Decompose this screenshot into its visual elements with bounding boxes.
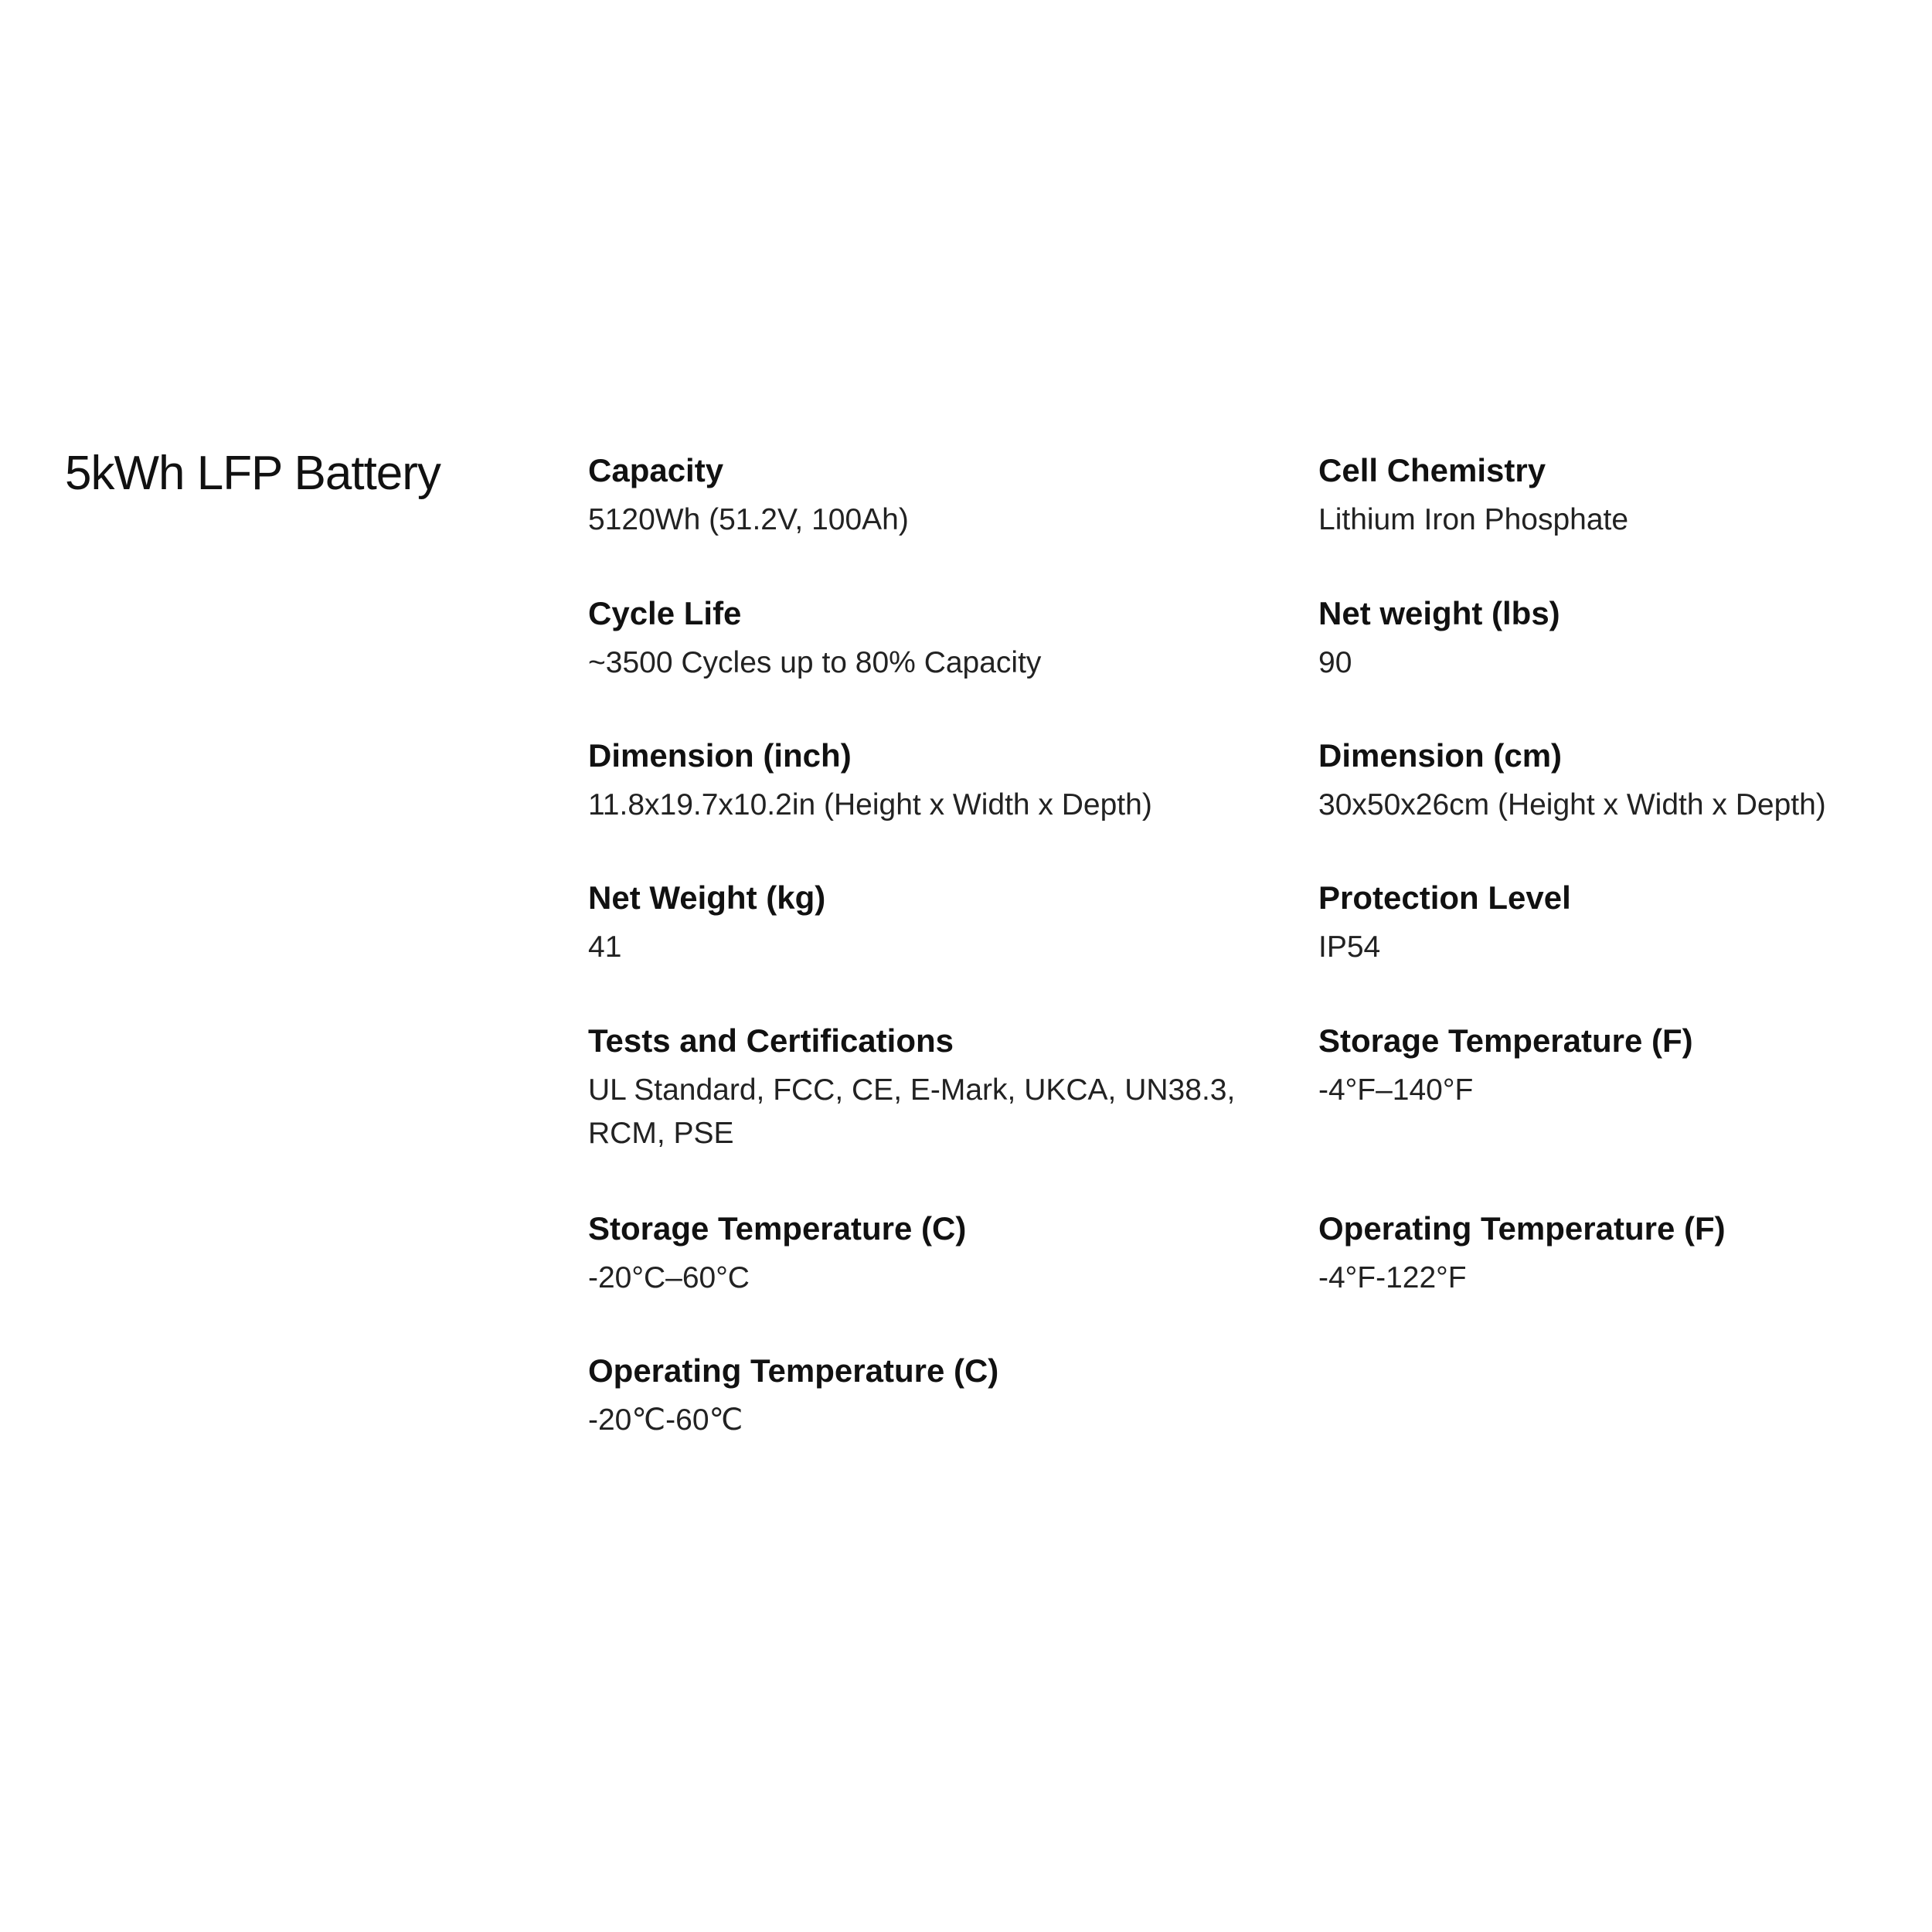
spec-dimension-cm	[1318, 736, 1921, 827]
spec-value: UL Standard, FCC, CE, E-Mark, UKCA, UN38.3, RCM, PSE	[588, 1073, 1236, 1151]
spec-cell-chemistry	[1318, 451, 1921, 542]
spec-value: -4°F–140°F	[1318, 1073, 1474, 1107]
spec-net-weight-kg	[588, 879, 1268, 969]
spec-value: 30x50x26cm (Height x Width x Depth)	[1318, 788, 1826, 822]
spec-value: 5120Wh (51.2V, 100Ah)	[588, 503, 909, 537]
spec-label: Storage Temperature (C)	[588, 1210, 967, 1247]
spec-label: Capacity	[588, 452, 724, 488]
spec-storage-temp-f	[1318, 1022, 1921, 1112]
spec-value: IP54	[1318, 930, 1381, 964]
spec-protection-level	[1318, 879, 1921, 969]
spec-label: Operating Temperature (F)	[1318, 1210, 1726, 1247]
spec-value: ~3500 Cycles up to 80% Capacity	[588, 646, 1042, 680]
spec-value: -20°C–60°C	[588, 1261, 750, 1295]
spec-label: Cycle Life	[588, 595, 742, 631]
spec-label: Dimension (cm)	[1318, 737, 1563, 774]
spec-operating-temp-c	[588, 1352, 1268, 1442]
spec-capacity	[588, 451, 1268, 542]
spec-label: Net weight (lbs)	[1318, 595, 1560, 631]
spec-label: Dimension (inch)	[588, 737, 852, 774]
spec-label: Operating Temperature (C)	[588, 1352, 999, 1389]
spec-label: Net Weight (kg)	[588, 879, 826, 916]
product-title: 5kWh LFP Battery	[65, 447, 440, 500]
spec-label: Storage Temperature (F)	[1318, 1022, 1693, 1059]
spec-value: 11.8x19.7x10.2in (Height x Width x Depth)	[588, 788, 1152, 822]
spec-dimension-inch	[588, 736, 1268, 827]
spec-value: -4°F-122°F	[1318, 1261, 1467, 1295]
spec-value: 90	[1318, 646, 1352, 680]
spec-value: 41	[588, 930, 622, 964]
spec-label: Protection Level	[1318, 879, 1571, 916]
spec-label: Tests and Certifications	[588, 1022, 954, 1059]
spec-label: Cell Chemistry	[1318, 452, 1546, 488]
spec-operating-temp-f	[1318, 1209, 1921, 1300]
spec-tests-certifications	[588, 1022, 1268, 1155]
spec-value: -20℃-60℃	[588, 1403, 743, 1437]
spec-cycle-life	[588, 594, 1268, 685]
spec-storage-temp-c	[588, 1209, 1268, 1300]
spec-value: Lithium Iron Phosphate	[1318, 503, 1629, 537]
spec-net-weight-lbs	[1318, 594, 1921, 685]
